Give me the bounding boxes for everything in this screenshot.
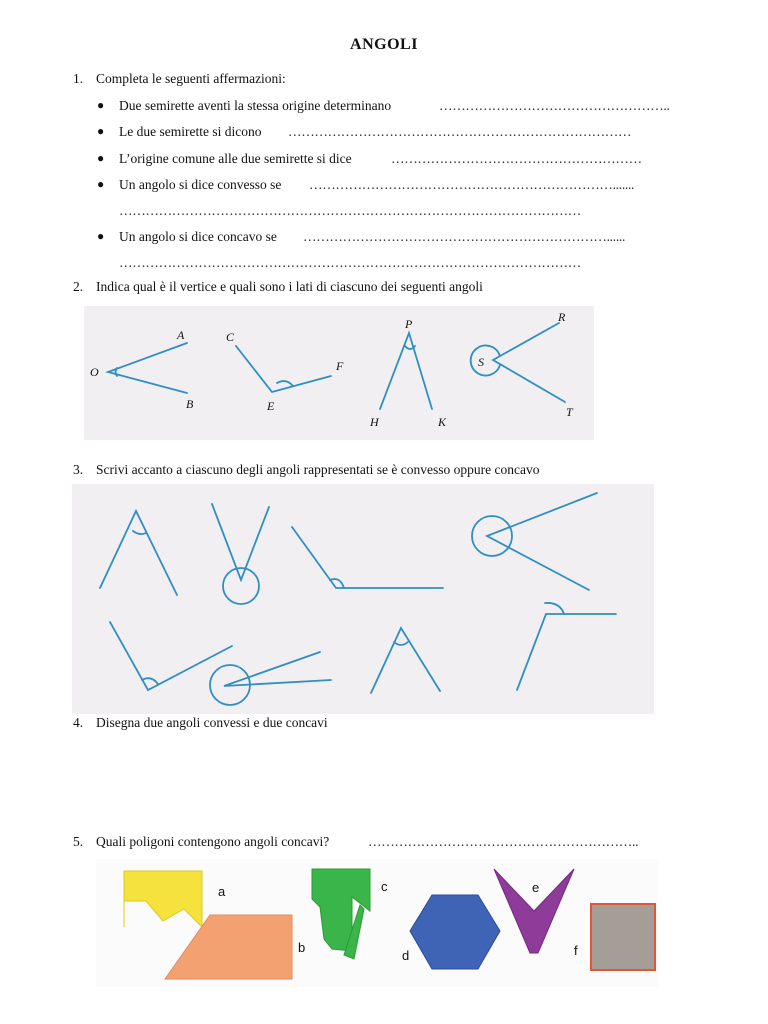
polygon-label: b — [298, 940, 306, 955]
question-text: Completa le seguenti affermazioni: — [96, 71, 286, 86]
q1-item — [0, 177, 768, 197]
q1-item-text: Due semirette aventi la stessa origine determinano — [119, 98, 392, 113]
angles-figure-panel — [84, 306, 594, 440]
point-label: R — [558, 310, 566, 324]
angle-arc — [223, 568, 259, 604]
angle-arc — [394, 642, 408, 645]
question-number: 1. — [73, 71, 84, 86]
angle-arc — [133, 531, 146, 534]
question-text: Scrivi accanto a ciascuno degli angoli rappresentati se è convesso oppure concavo — [96, 462, 540, 477]
angle-concave — [487, 493, 597, 590]
answer-blank[interactable]: ……………………………………………………………....... — [309, 177, 635, 192]
drawing-area[interactable] — [96, 740, 696, 820]
angle-arc — [116, 368, 118, 376]
question-2 — [0, 279, 768, 299]
question-1 — [0, 71, 768, 91]
angle-rst — [493, 323, 565, 402]
point-label: F — [336, 359, 344, 373]
q1-item-text: Le due semirette si dicono — [119, 124, 262, 139]
polygon-label: a — [218, 884, 226, 899]
question-number: 3. — [73, 462, 84, 477]
q1-item-text: Un angolo si dice concavo se — [119, 229, 277, 244]
point-label: E — [267, 399, 275, 413]
point-label: B — [186, 397, 194, 411]
angle-convex — [100, 511, 177, 595]
q1-item — [0, 98, 768, 118]
angle-cef — [236, 346, 331, 392]
angle-convex — [371, 628, 440, 693]
bullet-icon: ● — [97, 177, 105, 191]
q1-item-text: L’origine comune alle due semirette si dice — [119, 151, 352, 166]
polygon-a — [124, 871, 202, 927]
answer-blank[interactable]: …………………………………………….. — [439, 98, 670, 113]
angle-arc — [545, 603, 564, 614]
answer-blank-continuation[interactable]: …………………………………………………………………………………………… — [119, 255, 582, 270]
angle-hpk — [380, 333, 432, 409]
question-number: 2. — [73, 279, 84, 294]
angle-arc — [405, 346, 415, 349]
question-number: 4. — [73, 715, 84, 730]
point-label: O — [90, 365, 99, 379]
polygon-f — [591, 904, 655, 970]
angles-figure-panel — [72, 484, 654, 714]
polygons-figure-panel — [96, 859, 658, 987]
bullet-icon: ● — [97, 229, 105, 243]
point-label: S — [478, 355, 484, 369]
answer-blank[interactable]: …………………………………………………….. — [368, 834, 639, 849]
polygon-label: e — [532, 880, 540, 895]
polygon-label: c — [381, 879, 388, 894]
question-3 — [0, 462, 768, 482]
bullet-icon: ● — [97, 151, 105, 165]
point-label: C — [226, 330, 235, 344]
question-text: Disegna due angoli convessi e due concavi — [96, 715, 328, 730]
question-4 — [0, 715, 768, 735]
q1-item — [0, 151, 768, 171]
point-label: P — [405, 317, 413, 331]
bullet-icon: ● — [97, 124, 105, 138]
question-text: Indica qual è il vertice e quali sono i lati di ciascuno dei seguenti angoli — [96, 279, 483, 294]
angle-arc — [277, 381, 293, 386]
q1-item — [0, 124, 768, 144]
angle-arc — [472, 516, 512, 556]
answer-blank[interactable]: ………………………………………………… — [391, 151, 642, 166]
polygons-figure — [96, 859, 658, 987]
angles-figure — [72, 484, 654, 714]
answer-blank[interactable]: …………………………………………………………………… — [288, 124, 632, 139]
q1-item — [0, 229, 768, 249]
angle-convex — [110, 622, 232, 690]
point-label: A — [177, 328, 185, 342]
question-text: Quali poligoni contengono angoli concavi? — [96, 834, 330, 849]
answer-blank-continuation[interactable]: …………………………………………………………………………………………… — [119, 203, 582, 218]
answer-blank[interactable]: ……………………………………………………………...... — [303, 229, 626, 244]
angle-concave — [224, 652, 331, 686]
point-label: H — [370, 415, 379, 429]
q1-item-text: Un angolo si dice convesso se — [119, 177, 282, 192]
point-label: T — [566, 405, 573, 419]
angle-aob — [108, 343, 187, 393]
point-label: K — [438, 415, 447, 429]
page-title: ANGOLI — [350, 36, 418, 53]
angles-figure — [84, 306, 594, 440]
angle-convex — [292, 527, 443, 588]
polygon-d — [410, 895, 500, 969]
question-number: 5. — [73, 834, 84, 849]
angle-convex — [517, 614, 616, 690]
polygon-label: d — [402, 948, 410, 963]
polygon-b — [165, 915, 292, 979]
polygon-label: f — [574, 943, 578, 958]
bullet-icon: ● — [97, 98, 105, 112]
question-5 — [0, 834, 768, 854]
